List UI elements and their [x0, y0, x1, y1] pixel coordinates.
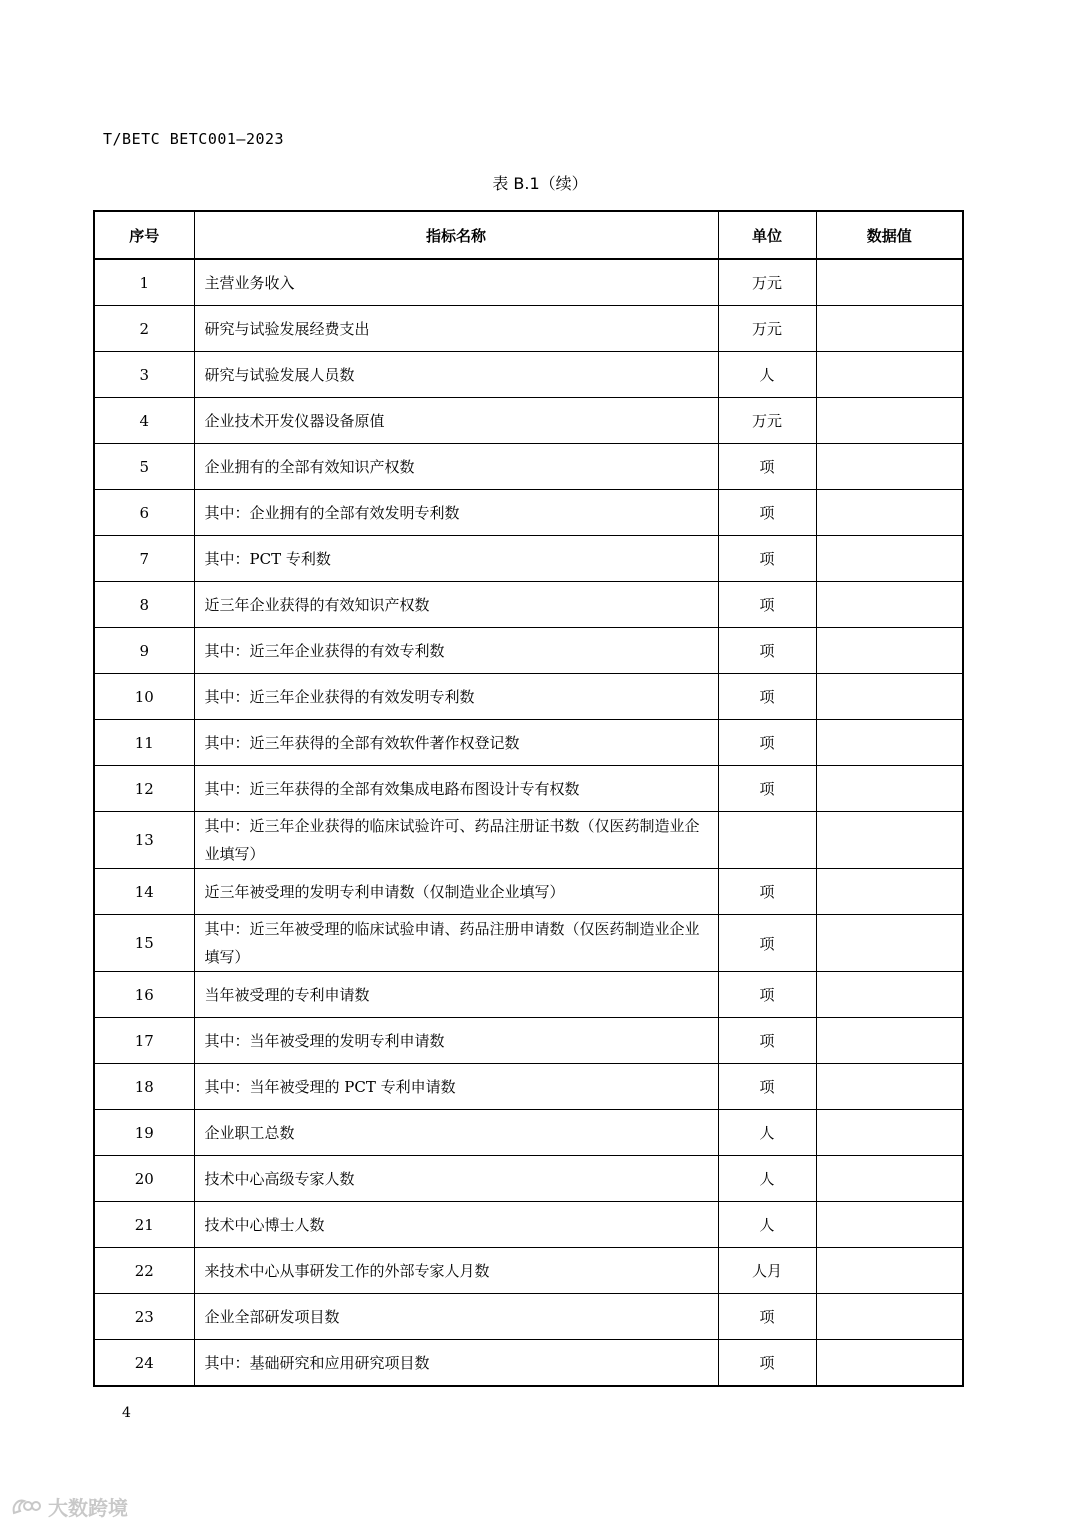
cell-unit: 人 — [718, 1202, 816, 1248]
cell-indicator-name: 其中：近三年企业获得的临床试验许可、药品注册证书数（仅医药制造业企业填写） — [194, 812, 718, 869]
cell-indicator-name: 其中：基础研究和应用研究项目数 — [194, 1340, 718, 1387]
cell-no: 13 — [94, 812, 194, 869]
cell-no: 8 — [94, 582, 194, 628]
cell-indicator-name: 来技术中心从事研发工作的外部专家人月数 — [194, 1248, 718, 1294]
cell-no: 3 — [94, 352, 194, 398]
cell-indicator-name: 其中：企业拥有的全部有效发明专利数 — [194, 490, 718, 536]
cell-unit: 万元 — [718, 259, 816, 306]
cell-no: 19 — [94, 1110, 194, 1156]
cell-indicator-name: 技术中心博士人数 — [194, 1202, 718, 1248]
column-header-value: 数据值 — [816, 211, 963, 259]
page-number: 4 — [122, 1405, 131, 1421]
cell-unit: 项 — [718, 1064, 816, 1110]
cell-value — [816, 582, 963, 628]
cell-value — [816, 259, 963, 306]
cell-value — [816, 536, 963, 582]
watermark — [10, 1492, 128, 1521]
cell-unit: 项 — [718, 1294, 816, 1340]
cell-value — [816, 306, 963, 352]
column-header-name: 指标名称 — [194, 211, 718, 259]
cell-unit: 项 — [718, 869, 816, 915]
cell-value — [816, 352, 963, 398]
cell-no: 5 — [94, 444, 194, 490]
cell-no: 17 — [94, 1018, 194, 1064]
cell-unit: 项 — [718, 915, 816, 972]
table-row — [94, 915, 963, 972]
cell-value — [816, 1294, 963, 1340]
cell-indicator-name: 企业技术开发仪器设备原值 — [194, 398, 718, 444]
cell-value — [816, 1156, 963, 1202]
cell-indicator-name: 企业职工总数 — [194, 1110, 718, 1156]
cell-indicator-name: 研究与试验发展人员数 — [194, 352, 718, 398]
cell-value — [816, 915, 963, 972]
table-row — [94, 1248, 963, 1294]
table-row — [94, 812, 963, 869]
cell-indicator-name: 其中：近三年企业获得的有效发明专利数 — [194, 674, 718, 720]
cell-indicator-name: 其中：近三年获得的全部有效软件著作权登记数 — [194, 720, 718, 766]
cell-no: 2 — [94, 306, 194, 352]
cell-no: 12 — [94, 766, 194, 812]
table-row — [94, 766, 963, 812]
table-row — [94, 306, 963, 352]
table-caption: 表 B.1（续） — [492, 174, 588, 193]
cell-indicator-name: 近三年被受理的发明专利申请数（仅制造业企业填写） — [194, 869, 718, 915]
cell-unit: 项 — [718, 628, 816, 674]
cell-unit: 项 — [718, 490, 816, 536]
cell-indicator-name: 研究与试验发展经费支出 — [194, 306, 718, 352]
column-header-no: 序号 — [94, 211, 194, 259]
cell-value — [816, 869, 963, 915]
cell-indicator-name: 当年被受理的专利申请数 — [194, 972, 718, 1018]
cell-indicator-name: 其中：近三年获得的全部有效集成电路布图设计专有权数 — [194, 766, 718, 812]
cell-value — [816, 1340, 963, 1387]
cell-no: 4 — [94, 398, 194, 444]
table-row — [94, 1156, 963, 1202]
table-row — [94, 536, 963, 582]
table-row — [94, 628, 963, 674]
column-header-unit: 单位 — [718, 211, 816, 259]
cell-no: 1 — [94, 259, 194, 306]
cell-no: 10 — [94, 674, 194, 720]
cell-indicator-name: 其中：PCT 专利数 — [194, 536, 718, 582]
cell-unit: 万元 — [718, 306, 816, 352]
table-row — [94, 869, 963, 915]
cell-value — [816, 972, 963, 1018]
cell-value — [816, 766, 963, 812]
cell-unit: 人 — [718, 1110, 816, 1156]
document-code: T/BETC BETC001—2023 — [103, 130, 285, 148]
table-row — [94, 490, 963, 536]
cell-value — [816, 444, 963, 490]
cell-value — [816, 1110, 963, 1156]
table-row — [94, 1018, 963, 1064]
cell-indicator-name: 其中：当年被受理的 PCT 专利申请数 — [194, 1064, 718, 1110]
table-header-row — [94, 211, 963, 259]
brand-logo-icon — [10, 1495, 42, 1519]
table-row — [94, 972, 963, 1018]
cell-no: 23 — [94, 1294, 194, 1340]
cell-no: 22 — [94, 1248, 194, 1294]
cell-no: 6 — [94, 490, 194, 536]
cell-indicator-name: 近三年企业获得的有效知识产权数 — [194, 582, 718, 628]
cell-value — [816, 720, 963, 766]
table-row — [94, 1202, 963, 1248]
cell-unit: 项 — [718, 720, 816, 766]
cell-indicator-name: 技术中心高级专家人数 — [194, 1156, 718, 1202]
cell-indicator-name: 其中：近三年被受理的临床试验申请、药品注册申请数（仅医药制造业企业填写） — [194, 915, 718, 972]
table-row — [94, 398, 963, 444]
cell-no: 15 — [94, 915, 194, 972]
table-row — [94, 444, 963, 490]
cell-value — [816, 490, 963, 536]
cell-value — [816, 1248, 963, 1294]
cell-unit: 项 — [718, 582, 816, 628]
cell-unit: 项 — [718, 1018, 816, 1064]
cell-no: 16 — [94, 972, 194, 1018]
table-row — [94, 1064, 963, 1110]
cell-no: 20 — [94, 1156, 194, 1202]
cell-indicator-name: 其中：近三年企业获得的有效专利数 — [194, 628, 718, 674]
cell-no: 9 — [94, 628, 194, 674]
cell-unit: 人 — [718, 352, 816, 398]
table-row — [94, 1110, 963, 1156]
table-row — [94, 720, 963, 766]
cell-indicator-name: 企业全部研发项目数 — [194, 1294, 718, 1340]
cell-unit: 人 — [718, 1156, 816, 1202]
table-row — [94, 674, 963, 720]
cell-unit: 万元 — [718, 398, 816, 444]
cell-unit: 项 — [718, 444, 816, 490]
cell-no: 7 — [94, 536, 194, 582]
cell-unit: 人月 — [718, 1248, 816, 1294]
watermark-text: 大数跨境 — [48, 1496, 128, 1520]
cell-unit — [718, 812, 816, 869]
cell-no: 21 — [94, 1202, 194, 1248]
cell-unit: 项 — [718, 536, 816, 582]
cell-no: 11 — [94, 720, 194, 766]
cell-indicator-name: 企业拥有的全部有效知识产权数 — [194, 444, 718, 490]
cell-unit: 项 — [718, 972, 816, 1018]
cell-value — [816, 812, 963, 869]
cell-value — [816, 1064, 963, 1110]
cell-value — [816, 628, 963, 674]
cell-unit: 项 — [718, 674, 816, 720]
cell-unit: 项 — [718, 1340, 816, 1387]
cell-indicator-name: 主营业务收入 — [194, 259, 718, 306]
cell-value — [816, 674, 963, 720]
cell-value — [816, 1202, 963, 1248]
cell-value — [816, 1018, 963, 1064]
cell-no: 18 — [94, 1064, 194, 1110]
cell-unit: 项 — [718, 766, 816, 812]
table-row — [94, 1340, 963, 1387]
table-row — [94, 259, 963, 306]
table-row — [94, 582, 963, 628]
cell-indicator-name: 其中：当年被受理的发明专利申请数 — [194, 1018, 718, 1064]
table-row — [94, 352, 963, 398]
cell-value — [816, 398, 963, 444]
indicator-table — [93, 210, 964, 1387]
cell-no: 14 — [94, 869, 194, 915]
table-row — [94, 1294, 963, 1340]
cell-no: 24 — [94, 1340, 194, 1387]
table-body — [94, 259, 963, 1386]
